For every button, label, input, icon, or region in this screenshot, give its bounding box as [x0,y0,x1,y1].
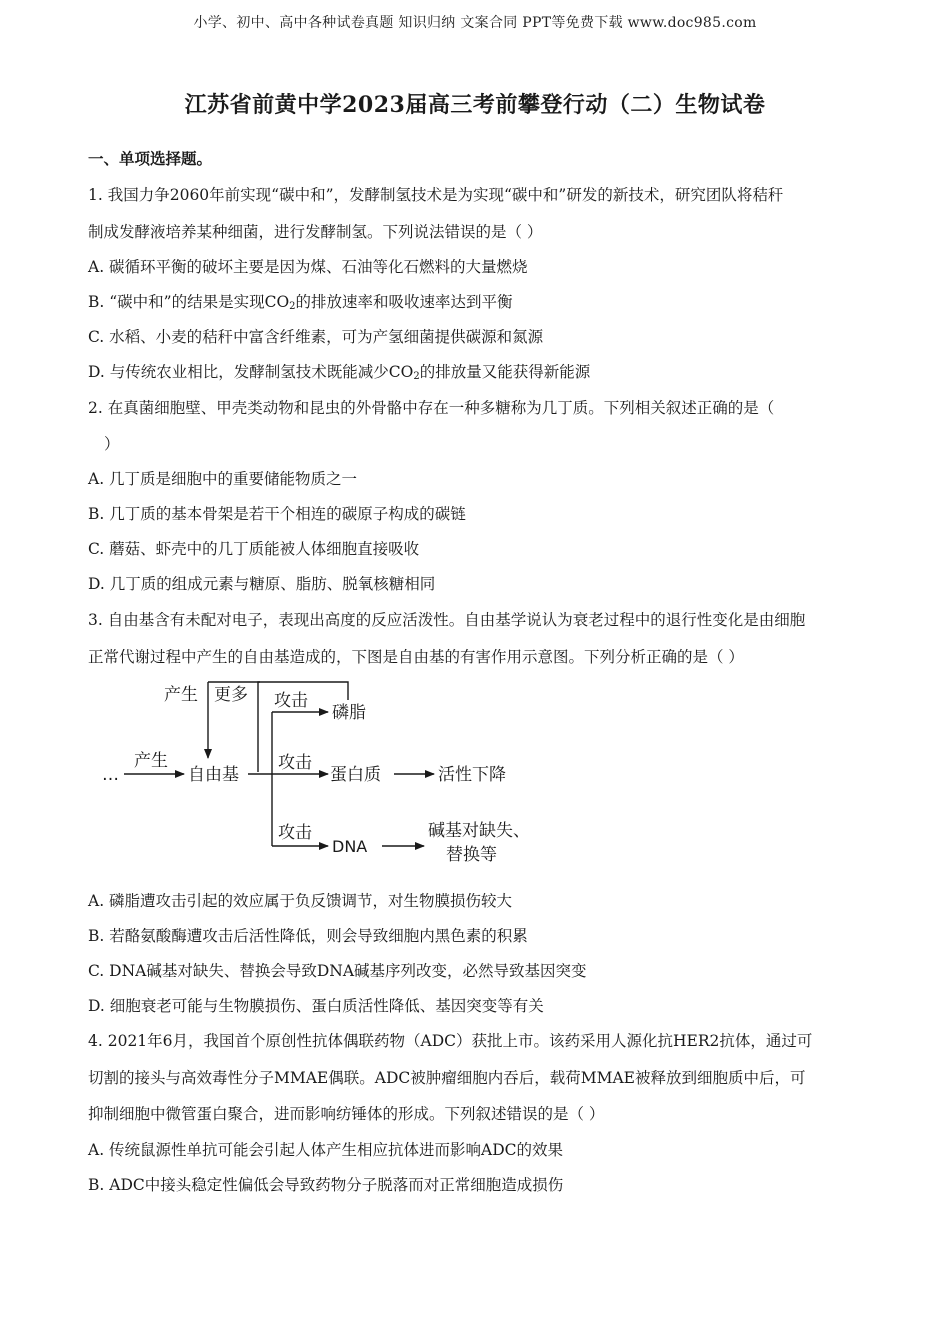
q3-option-d: D. 细胞衰老可能与生物膜损伤、蛋白质活性降低、基因突变等有关 [88,997,544,1015]
node-protein: 蛋白质 [330,765,381,785]
node-free-radical: 自由基 [188,765,239,785]
free-radical-diagram [88,672,548,872]
section-heading: 一、单项选择题。 [88,149,213,168]
q1-stem-line2: 制成发酵液培养某种细菌，进行发酵制氢。下列说法错误的是（ ） [88,223,543,241]
label-dots: … [102,765,119,785]
q4-stem-line2: 切割的接头与高效毒性分子MMAE偶联。ADC被肿瘤细胞内吞后，载荷MMAE被释放到细胞质中后，可 [88,1069,806,1087]
page-header: 小学、初中、高中各种试卷真题 知识归纳 文案合同 PPT等免费下载 www.doc985.com [193,15,757,31]
label-produce-left: 产生 [134,751,168,771]
label-attack-2: 攻击 [278,753,312,773]
q2-stem-line2: ） [104,435,120,453]
node-base-loss-line1: 碱基对缺失、 [428,821,530,841]
q1-option-c: C. 水稻、小麦的秸秆中富含纤维素，可为产氢细菌提供碳源和氮源 [88,328,544,346]
label-produce-top: 产生 [164,685,198,705]
q1-option-a: A. 碳循环平衡的破坏主要是因为煤、石油等化石燃料的大量燃烧 [88,258,528,276]
q4-stem-line1: 4. 2021年6月，我国首个原创性抗体偶联药物（ADC）获批上市。该药采用人源化抗HER2抗体，通过可 [88,1032,813,1050]
node-phospholipid: 磷脂 [332,703,366,723]
q4-stem-line3: 抑制细胞中微管蛋白聚合，进而影响纺锤体的形成。下列叙述错误的是（ ） [88,1105,605,1123]
q1-option-b: B. “碳中和”的结果是实现$CO_2$的排放速率和吸收速率达到平衡 [88,293,513,312]
node-activity-drop: 活性下降 [438,765,506,785]
q2-option-d: D. 几丁质的组成元素与糖原、脂肪、脱氧核糖相同 [88,575,436,593]
q4-option-b: B. ADC中接头稳定性偏低会导致药物分子脱落而对正常细胞造成损伤 [88,1176,564,1194]
q2-stem-line1: 2. 在真菌细胞壁、甲壳类动物和昆虫的外骨骼中存在一种多糖称为几丁质。下列相关叙述正确的是（ [88,399,775,417]
node-dna: DNA [332,837,368,856]
q3-stem-line1: 3. 自由基含有未配对电子，表现出高度的反应活泼性。自由基学说认为衰老过程中的退行性变化是由细胞 [88,611,806,629]
label-attack-1: 攻击 [274,691,308,711]
q2-option-a: A. 几丁质是细胞中的重要储能物质之一 [88,470,358,488]
label-attack-3: 攻击 [278,823,312,843]
q3-option-b: B. 若酪氨酸酶遭攻击后活性降低，则会导致细胞内黑色素的积累 [88,927,528,945]
q3-option-c: C. DNA碱基对缺失、替换会导致DNA碱基序列改变，必然导致基因突变 [88,962,587,980]
q1-option-d: D. 与传统农业相比，发酵制氢技术既能减少$CO_2$的排放量又能获得新能源 [88,363,591,382]
page-title: 江苏省前黄中学2023届高三考前攀登行动（二）生物试卷 [184,92,766,118]
label-more: 更多 [214,685,248,705]
q3-option-a: A. 磷脂遭攻击引起的效应属于负反馈调节，对生物膜损伤较大 [88,892,513,910]
q2-option-c: C. 蘑菇、虾壳中的几丁质能被人体细胞直接吸收 [88,540,420,558]
q3-stem-line2: 正常代谢过程中产生的自由基造成的，下图是自由基的有害作用示意图。下列分析正确的是（ ） [88,648,744,666]
q2-option-b: B. 几丁质的基本骨架是若干个相连的碳原子构成的碳链 [88,505,466,523]
q4-option-a: A. 传统鼠源性单抗可能会引起人体产生相应抗体进而影响ADC的效果 [88,1141,564,1159]
node-base-loss-line2: 替换等 [446,845,497,865]
q1-stem-line1: 1. 我国力争2060年前实现“碳中和”，发酵制氢技术是为实现“碳中和”研发的新技术，研究团队将秸秆 [88,186,784,204]
